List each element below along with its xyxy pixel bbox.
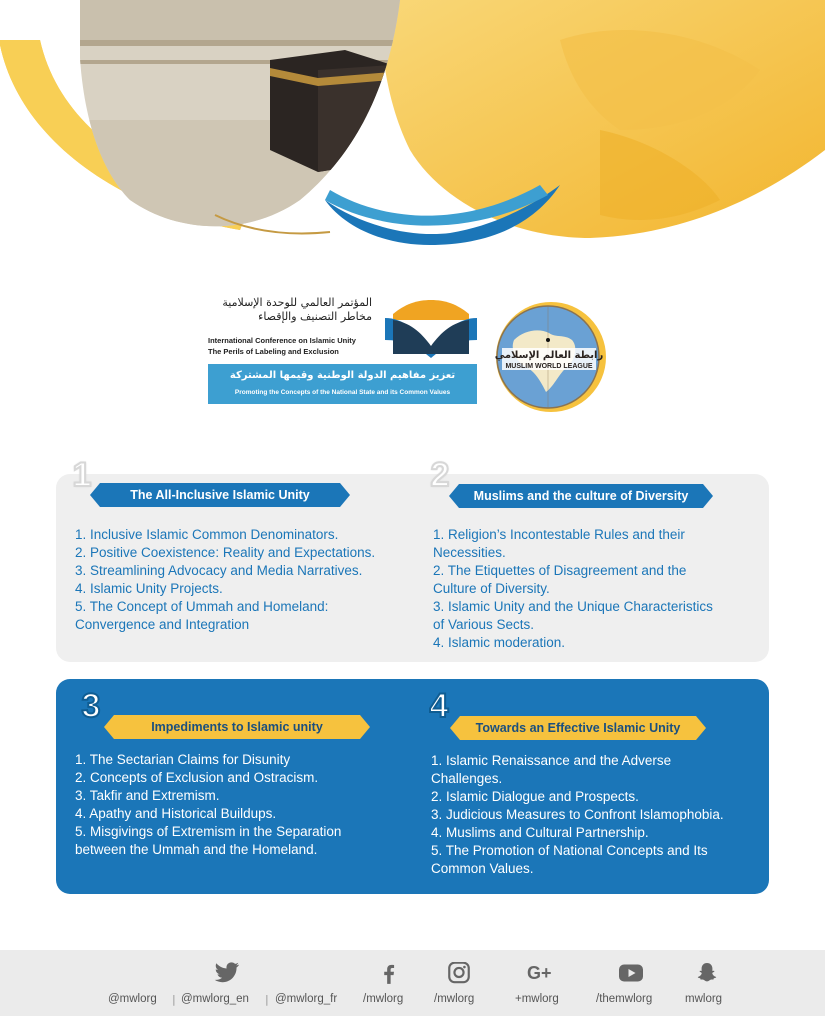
- ribbon-notch: [104, 715, 114, 739]
- theme-english: Promoting the Concepts of the National State and its Common Values: [234, 389, 451, 396]
- ribbon-notch: [340, 483, 350, 507]
- section-4-list: [431, 752, 763, 878]
- list-item: 4. Apathy and Historical Buildups.: [75, 806, 277, 821]
- twitter-handle[interactable]: @mwlorg: [108, 993, 157, 1005]
- twitter-handle[interactable]: @mwlorg_en: [181, 993, 249, 1005]
- section-4-title: Towards an Effective Islamic Unity: [460, 716, 696, 740]
- list-item: 4. Islamic moderation.: [433, 635, 566, 650]
- ribbon-notch: [696, 716, 706, 740]
- section-1-title: The All-Inclusive Islamic Unity: [100, 483, 340, 507]
- ribbon-notch: [703, 484, 713, 508]
- list-item: 3. Streamlining Advocacy and Media Narratives.: [75, 563, 363, 578]
- youtube-handle[interactable]: /themwlorg: [596, 993, 653, 1005]
- list-item: Culture of Diversity.: [433, 581, 550, 596]
- section-3-number: 3: [81, 687, 101, 725]
- conference-english-subtitle: The Perils of Labeling and Exclusion: [208, 347, 339, 356]
- instagram-handle[interactable]: /mwlorg: [434, 993, 475, 1005]
- list-item: 4. Muslims and Cultural Partnership.: [431, 825, 649, 840]
- list-item: 3. Islamic Unity and the Unique Characteristics: [433, 599, 713, 614]
- list-item: 1. Islamic Renaissance and the Adverse: [431, 753, 672, 768]
- section-3-list: [75, 751, 415, 859]
- facebook-icon[interactable]: [376, 962, 402, 984]
- section-2-number: 2: [430, 456, 450, 494]
- list-item: 5. Misgivings of Extremism in the Separation: [75, 824, 342, 839]
- hero-banner: [0, 0, 825, 245]
- conference-arabic-subtitle: مخاطر التصنيف والإقصاء: [258, 310, 372, 323]
- ribbon-notch: [90, 483, 100, 507]
- ribbon-notch: [450, 716, 460, 740]
- list-item: between the Ummah and the Homeland.: [75, 842, 318, 857]
- svg-text:G+: G+: [527, 963, 552, 983]
- separator: |: [265, 993, 269, 1006]
- list-item: 1. The Sectarian Claims for Disunity: [75, 752, 291, 767]
- dome-emblem-icon: [385, 280, 477, 358]
- twitter-handle[interactable]: @mwlorg_fr: [275, 993, 338, 1005]
- ribbon-notch: [449, 484, 459, 508]
- section-1-number: 1: [72, 456, 92, 494]
- snapchat-icon[interactable]: [694, 962, 720, 984]
- list-item: 3. Judicious Measures to Confront Islamophobia.: [431, 807, 724, 822]
- section-1-list: [75, 526, 415, 634]
- list-item: 1. Inclusive Islamic Common Denominators.: [75, 527, 339, 542]
- list-item: 5. The Concept of Ummah and Homeland:: [75, 599, 329, 614]
- list-item: 4. Islamic Unity Projects.: [75, 581, 223, 596]
- instagram-icon[interactable]: [446, 962, 472, 984]
- list-item: 2. Concepts of Exclusion and Ostracism.: [75, 770, 319, 785]
- conference-english-title: International Conference on Islamic Unity: [208, 336, 356, 345]
- list-item: of Various Sects.: [433, 617, 535, 632]
- google-plus-icon[interactable]: [527, 962, 559, 984]
- list-item: Convergence and Integration: [75, 617, 250, 632]
- list-item: Challenges.: [431, 771, 503, 786]
- league-arabic-name: رابطة العالم الإسلامي: [494, 350, 604, 361]
- section-2-title: Muslims and the culture of Diversity: [459, 484, 703, 508]
- section-4-number: 4: [429, 687, 449, 725]
- list-item: 2. Positive Coexistence: Reality and Expectations.: [75, 545, 376, 560]
- youtube-icon[interactable]: [618, 962, 644, 984]
- muslim-world-league-logo: [494, 300, 608, 414]
- list-item: 1. Religion’s Incontestable Rules and their: [433, 527, 685, 542]
- list-item: Common Values.: [431, 861, 534, 876]
- list-item: 5. The Promotion of National Concepts and Its: [431, 843, 708, 858]
- social-footer: [0, 950, 825, 1016]
- google-plus-handle[interactable]: +mwlorg: [515, 993, 559, 1005]
- conference-arabic-title: المؤتمر العالمي للوحدة الإسلامية: [222, 296, 372, 309]
- separator: |: [172, 993, 176, 1006]
- facebook-handle[interactable]: /mwlorg: [363, 993, 404, 1005]
- list-item: 2. Islamic Dialogue and Prospects.: [431, 789, 639, 804]
- league-english-name: MUSLIM WORLD LEAGUE: [505, 363, 593, 370]
- section-3-title: Impediments to Islamic unity: [114, 715, 360, 739]
- conference-theme-band: [208, 364, 477, 404]
- snapchat-handle[interactable]: mwlorg: [685, 993, 723, 1005]
- theme-arabic: تعزيز مفاهيم الدولة الوطنية وقيمها المشتركة: [229, 370, 456, 381]
- list-item: Necessities.: [433, 545, 506, 560]
- ribbon-notch: [360, 715, 370, 739]
- list-item: 3. Takfir and Extremism.: [75, 788, 220, 803]
- twitter-icon[interactable]: [214, 962, 240, 984]
- section-2-list: [433, 526, 763, 652]
- list-item: 2. The Etiquettes of Disagreement and the: [433, 563, 687, 578]
